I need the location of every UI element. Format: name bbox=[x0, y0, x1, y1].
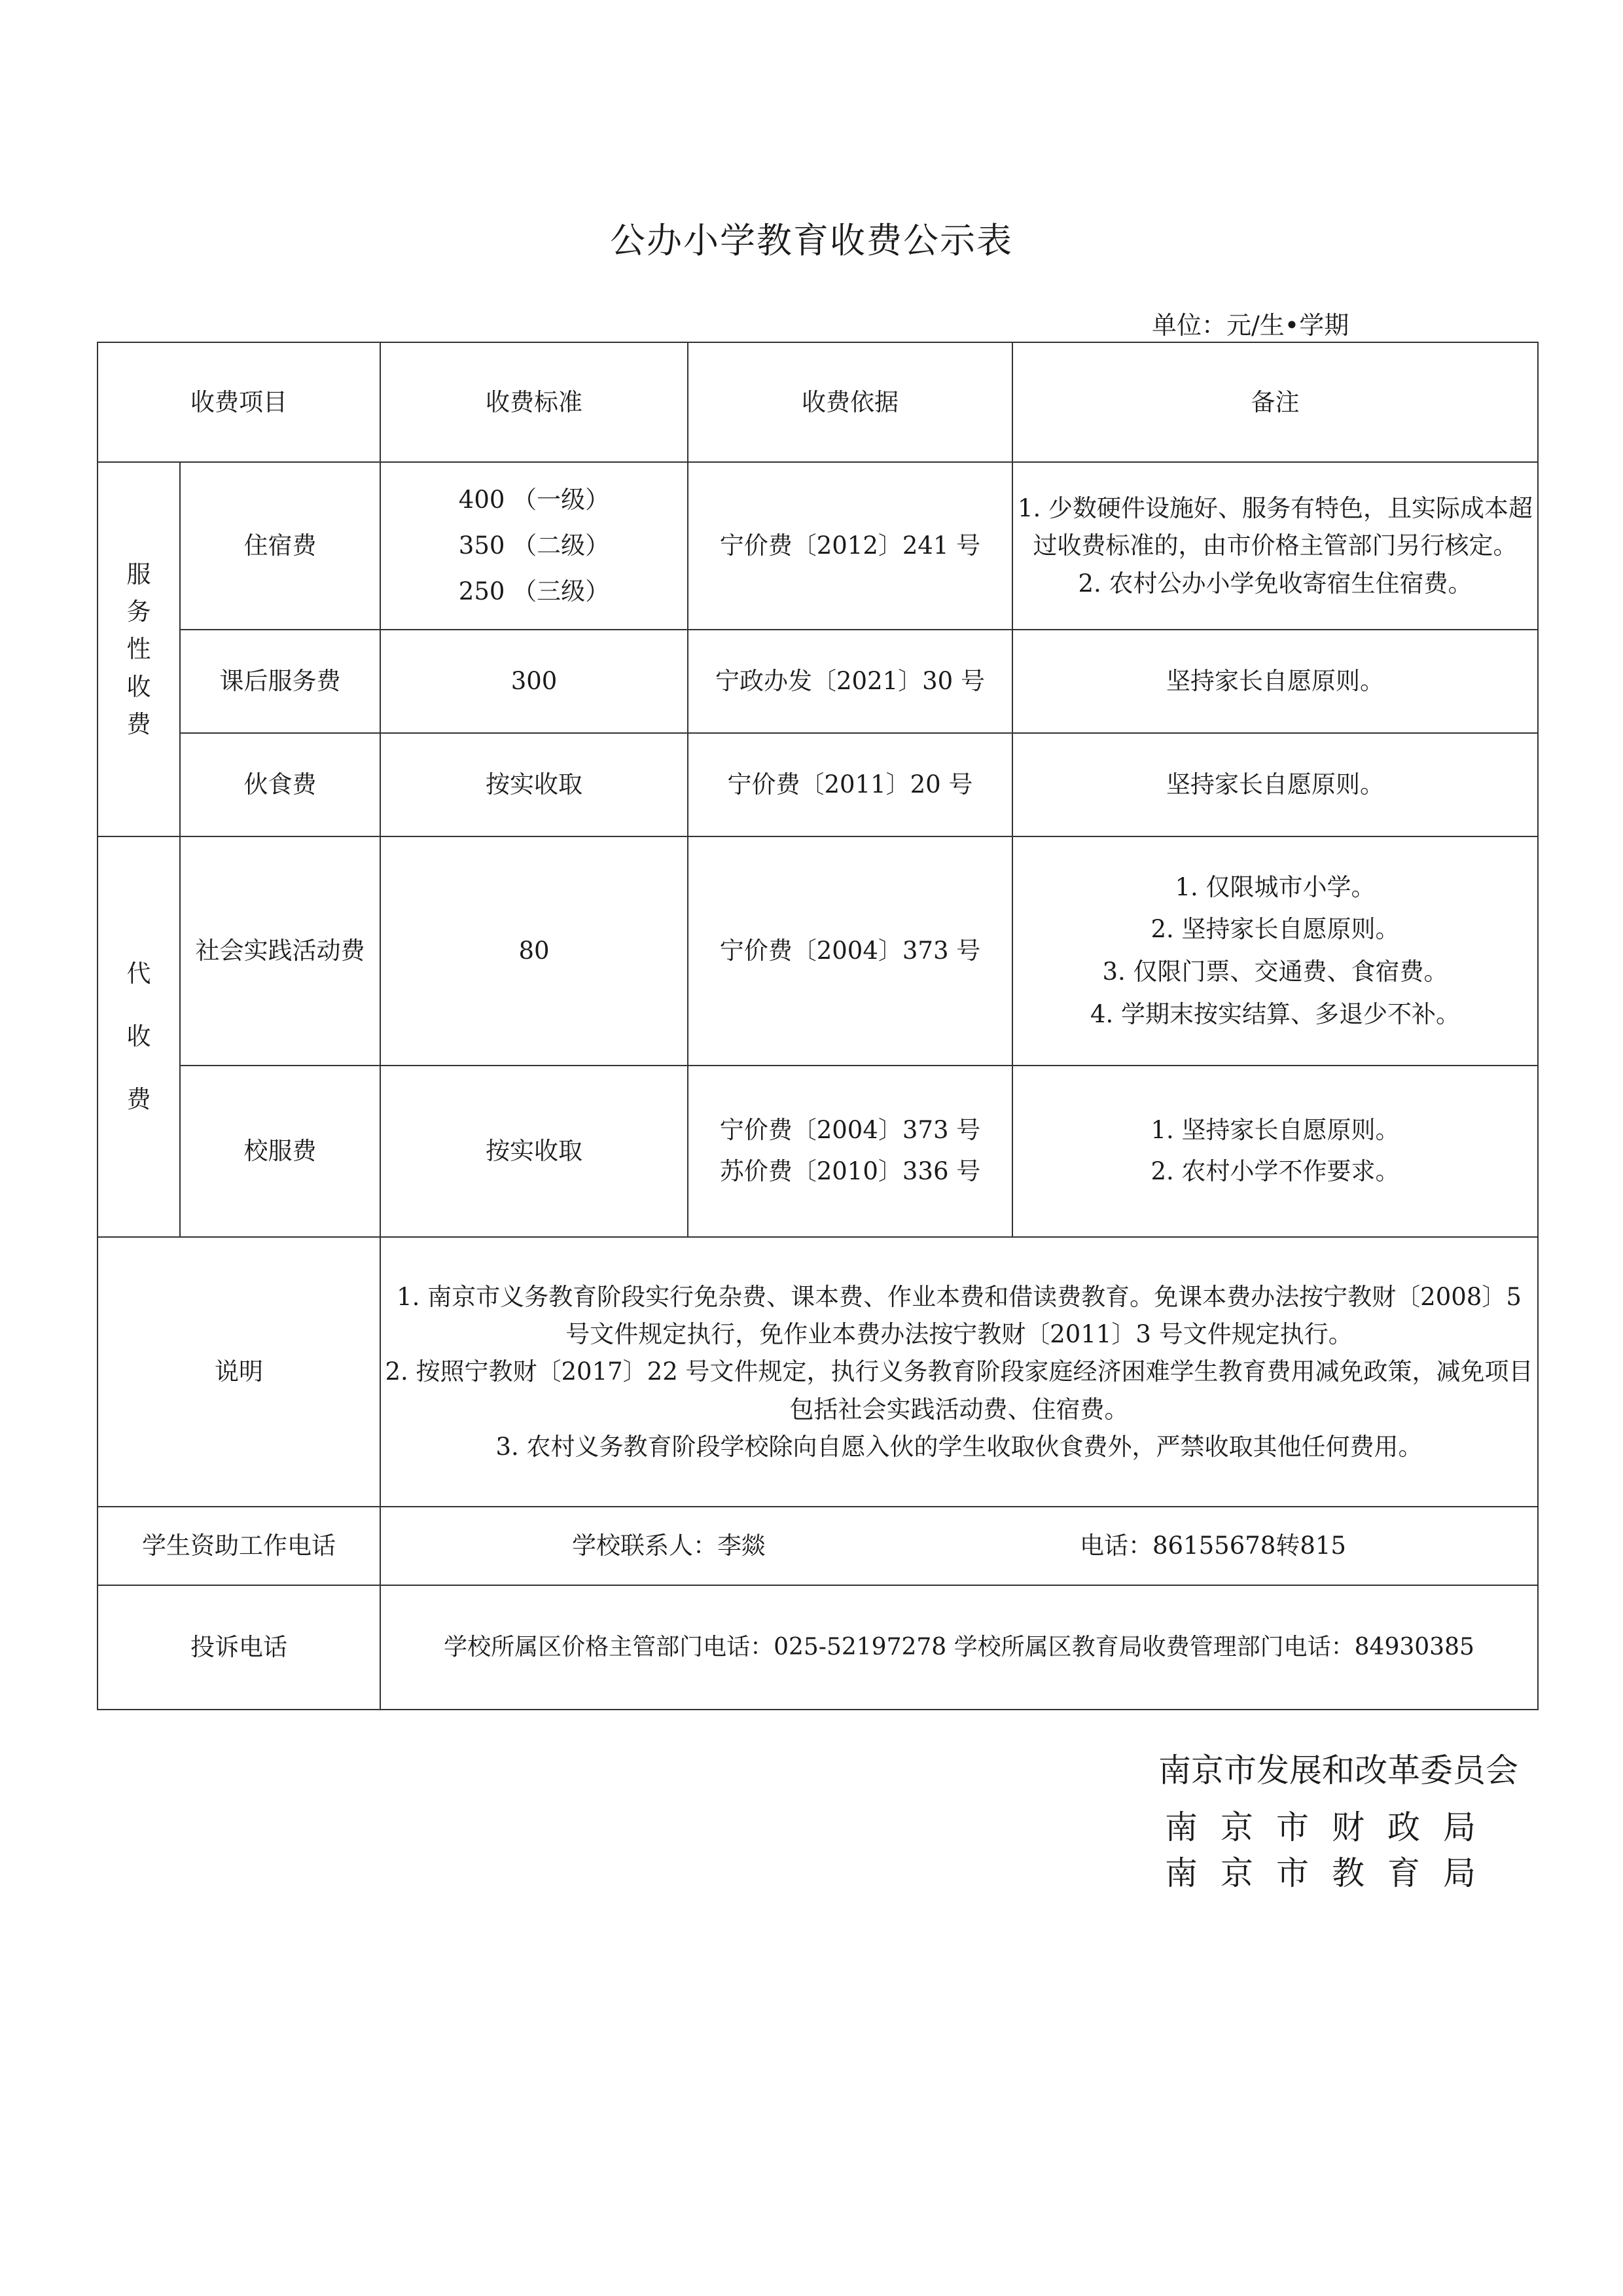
note-item: 1. 南京市义务教育阶段实行免杂费、课本费、作业本费和借读费教育。免课本费办法按宁教财〔2008〕5 号文件规定执行，免作业本费办法按宁教财〔2011〕3 号文件规定执行。 bbox=[397, 1282, 1522, 1348]
unit-label: 单位：元/生•学期 bbox=[1152, 311, 1349, 340]
category-collected: 代 收 费 bbox=[98, 836, 180, 1237]
header-remarks: 备注 bbox=[1012, 342, 1538, 462]
item-basis: 宁政办发〔2021〕30 号 bbox=[688, 630, 1012, 733]
item-standard: 按实收取 bbox=[380, 1066, 688, 1237]
aid-row bbox=[98, 1507, 1538, 1585]
item-standard: 300 bbox=[380, 630, 688, 733]
aid-label: 学生资助工作电话 bbox=[98, 1507, 380, 1585]
item-name: 住宿费 bbox=[180, 462, 380, 630]
item-standard: 80 bbox=[380, 836, 688, 1066]
page-title: 公办小学教育收费公示表 bbox=[610, 220, 1013, 261]
header-basis: 收费依据 bbox=[688, 342, 1012, 462]
item-remarks: 坚持家长自愿原则。 bbox=[1012, 630, 1538, 733]
item-remarks: 1. 仅限城市小学。 2. 坚持家长自愿原则。 3. 仅限门票、交通费、食宿费。 4. 学期末按实结算、多退少不补。 bbox=[1012, 836, 1538, 1066]
item-standard: 400 （一级） 350 （二级） 250 （三级） bbox=[380, 462, 688, 630]
aid-content bbox=[380, 1507, 1538, 1585]
table-header-row bbox=[98, 342, 1538, 462]
table-row bbox=[98, 733, 1538, 836]
note-item: 3. 农村义务教育阶段学校除向自愿入伙的学生收取伙食费外，严禁收取其他任何费用。 bbox=[495, 1433, 1423, 1462]
item-standard: 按实收取 bbox=[380, 733, 688, 836]
table-row bbox=[98, 1066, 1538, 1237]
table-row bbox=[98, 630, 1538, 733]
item-basis: 宁价费〔2011〕20 号 bbox=[688, 733, 1012, 836]
header-standard: 收费标准 bbox=[380, 342, 688, 462]
item-basis: 宁价费〔2004〕373 号 苏价费〔2010〕336 号 bbox=[688, 1066, 1012, 1237]
item-remarks: 1. 坚持家长自愿原则。 2. 农村小学不作要求。 bbox=[1012, 1066, 1538, 1237]
signature-education: 南京市教育局 bbox=[1165, 1854, 1499, 1892]
complaint-row bbox=[98, 1585, 1538, 1710]
complaint-content: 学校所属区价格主管部门电话：025-52197278 学校所属区教育局收费管理部门电话：84930385 bbox=[380, 1585, 1538, 1710]
item-basis: 宁价费〔2012〕241 号 bbox=[688, 462, 1012, 630]
header-item: 收费项目 bbox=[98, 342, 380, 462]
item-name: 社会实践活动费 bbox=[180, 836, 380, 1066]
item-remarks: 1. 少数硬件设施好、服务有特色，且实际成本超过收费标准的，由市价格主管部门另行核定。 2. 农村公办小学免收寄宿生住宿费。 bbox=[1012, 462, 1538, 630]
notes-label: 说明 bbox=[98, 1237, 380, 1507]
item-remarks: 坚持家长自愿原则。 bbox=[1012, 733, 1538, 836]
table-row bbox=[98, 836, 1538, 1066]
aid-contact: 学校联系人：李燚 bbox=[572, 1532, 766, 1560]
item-basis: 宁价费〔2004〕373 号 bbox=[688, 836, 1012, 1066]
signature-ndrc: 南京市发展和改革委员会 bbox=[1158, 1751, 1518, 1789]
category-service: 服 务 性 收 费 bbox=[98, 462, 180, 836]
notes-content bbox=[380, 1237, 1538, 1507]
item-name: 课后服务费 bbox=[180, 630, 380, 733]
complaint-label: 投诉电话 bbox=[98, 1585, 380, 1710]
note-item: 2. 按照宁教财〔2017〕22 号文件规定，执行义务教育阶段家庭经济困难学生教育费用减免政策，减免项目包括社会实践活动费、住宿费。 bbox=[385, 1357, 1533, 1424]
fee-table bbox=[97, 342, 1539, 1710]
aid-phone: 电话：86155678转815 bbox=[1080, 1532, 1346, 1560]
signature-finance: 南京市财政局 bbox=[1165, 1808, 1499, 1846]
notes-row bbox=[98, 1237, 1538, 1507]
table-row bbox=[98, 462, 1538, 630]
item-name: 伙食费 bbox=[180, 733, 380, 836]
item-name: 校服费 bbox=[180, 1066, 380, 1237]
